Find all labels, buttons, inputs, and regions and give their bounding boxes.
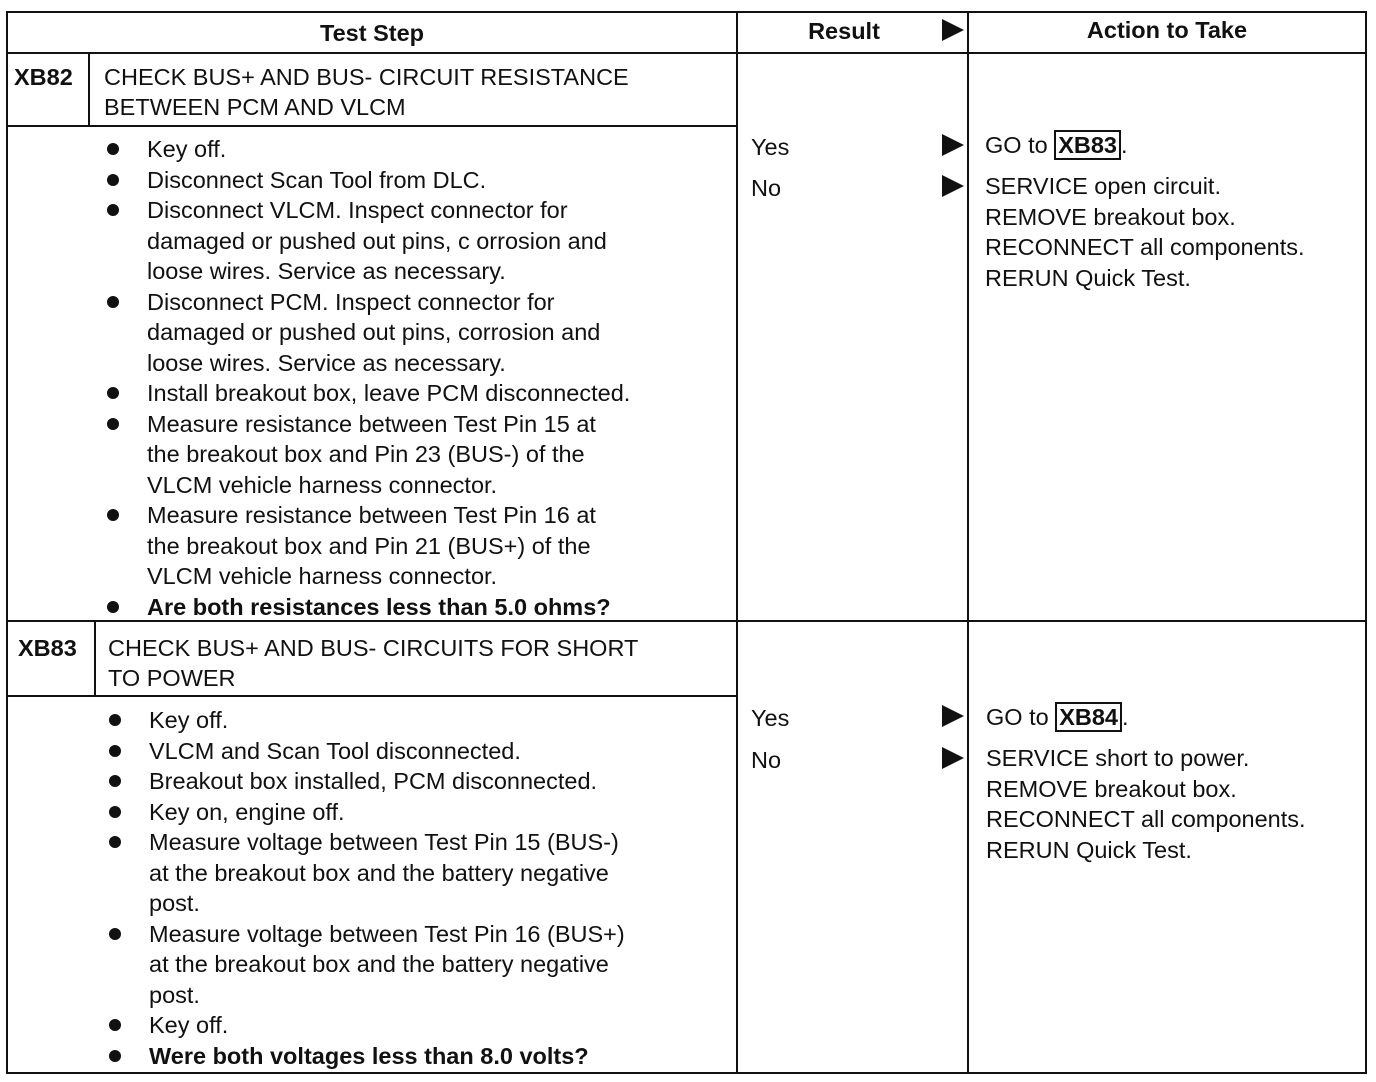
bullet-icon: [109, 836, 121, 848]
step-title-line: BETWEEN PCM AND VLCM: [104, 94, 406, 120]
step-id: XB82: [14, 64, 73, 90]
action-line: SERVICE short to power.: [986, 745, 1250, 771]
list-item: Key off.: [109, 1010, 729, 1041]
header-result: Result: [808, 18, 880, 44]
list-item: Key on, engine off.: [109, 797, 729, 828]
step-id-divider: [88, 52, 90, 127]
table-bottom-border: [6, 1072, 1367, 1074]
step-title-underline: [6, 695, 738, 697]
result-yes: Yes: [751, 134, 790, 160]
step-question: Were both voltages less than 8.0 volts?: [149, 1042, 589, 1069]
bullet-icon: [107, 601, 119, 613]
header-bottom-border: [6, 52, 1367, 54]
header-test-step: Test Step: [319, 20, 425, 46]
bullet-icon: [109, 928, 121, 940]
list-item: Install breakout box, leave PCM disconnected.: [107, 378, 727, 409]
list-item: Disconnect Scan Tool from DLC.: [107, 165, 727, 196]
list-item: Disconnect PCM. Inspect connector for damaged or pushed out pins, corrosion and loose wires. Service as necessary.: [107, 287, 727, 379]
column-divider-action: [967, 11, 969, 1074]
list-item: Measure resistance between Test Pin 15 at the breakout box and Pin 23 (BUS-) of the VLCM vehicle harness connector.: [107, 409, 727, 501]
action-line: RECONNECT all components.: [985, 234, 1305, 260]
action-line: REMOVE breakout box.: [985, 203, 1236, 230]
action-line: RERUN Quick Test.: [986, 836, 1192, 863]
step-reference-link[interactable]: XB83: [1054, 130, 1121, 160]
list-item: Disconnect VLCM. Inspect connector for damaged or pushed out pins, c orrosion and loose wires. Service as necessary.: [107, 195, 727, 287]
bullet-icon: [109, 806, 121, 818]
yes-arrow-icon: [942, 705, 964, 727]
step-reference-link[interactable]: XB84: [1055, 702, 1122, 732]
bullet-icon: [109, 1019, 121, 1031]
bullet-icon: [109, 1050, 121, 1062]
action-line: SERVICE open circuit.: [985, 173, 1221, 199]
table-right-border: [1365, 11, 1367, 1074]
bullet-icon: [109, 745, 121, 757]
table-top-border: [6, 11, 1367, 13]
step-question: Are both resistances less than 5.0 ohms?: [147, 593, 611, 620]
bullet-icon: [107, 296, 119, 308]
no-action: [986, 743, 1306, 865]
bullet-icon: [107, 143, 119, 155]
column-divider-result: [736, 11, 738, 1074]
list-item: [109, 1041, 729, 1072]
list-item: Key off.: [109, 705, 729, 736]
result-yes: Yes: [751, 705, 790, 731]
bullet-icon: [109, 714, 121, 726]
procedure-list: [109, 705, 729, 1071]
table-left-border: [6, 11, 8, 1074]
yes-arrow-icon: [942, 134, 964, 156]
action-line: REMOVE breakout box.: [986, 775, 1237, 802]
result-no: No: [751, 747, 782, 773]
list-item: Key off.: [107, 134, 727, 165]
list-item: Measure voltage between Test Pin 16 (BUS+) at the breakout box and the battery negative post.: [109, 919, 729, 1011]
header-action: Action to Take: [1086, 17, 1248, 43]
list-item: Breakout box installed, PCM disconnected.: [109, 766, 729, 797]
step-title-line: TO POWER: [108, 665, 236, 691]
no-arrow-icon: [942, 747, 964, 769]
procedure-list: [107, 134, 727, 622]
step-title-line: CHECK BUS+ AND BUS- CIRCUITS FOR SHORT: [108, 635, 639, 661]
yes-action: GO to XB83 .: [985, 132, 1128, 158]
step-title-underline: [6, 125, 738, 127]
bullet-icon: [107, 387, 119, 399]
bullet-icon: [107, 509, 119, 521]
bullet-icon: [107, 204, 119, 216]
no-arrow-icon: [942, 175, 964, 197]
list-item: Measure voltage between Test Pin 15 (BUS-) at the breakout box and the battery negative post.: [109, 827, 729, 919]
list-item: [107, 592, 727, 623]
header-arrow-icon: [942, 19, 964, 41]
no-action: [985, 171, 1305, 293]
step-id: XB83: [18, 635, 77, 661]
bullet-icon: [107, 418, 119, 430]
step-id-divider: [94, 620, 96, 697]
step-title-line: CHECK BUS+ AND BUS- CIRCUIT RESISTANCE: [104, 64, 629, 90]
bullet-icon: [109, 775, 121, 787]
action-line: RERUN Quick Test.: [985, 264, 1191, 291]
action-line: RECONNECT all components.: [986, 806, 1306, 832]
bullet-icon: [107, 174, 119, 186]
list-item: Measure resistance between Test Pin 16 at the breakout box and Pin 21 (BUS+) of the VLCM vehicle harness connector.: [107, 500, 727, 592]
yes-action: GO to XB84 .: [986, 704, 1129, 730]
list-item: VLCM and Scan Tool disconnected.: [109, 736, 729, 767]
result-no: No: [751, 175, 782, 201]
